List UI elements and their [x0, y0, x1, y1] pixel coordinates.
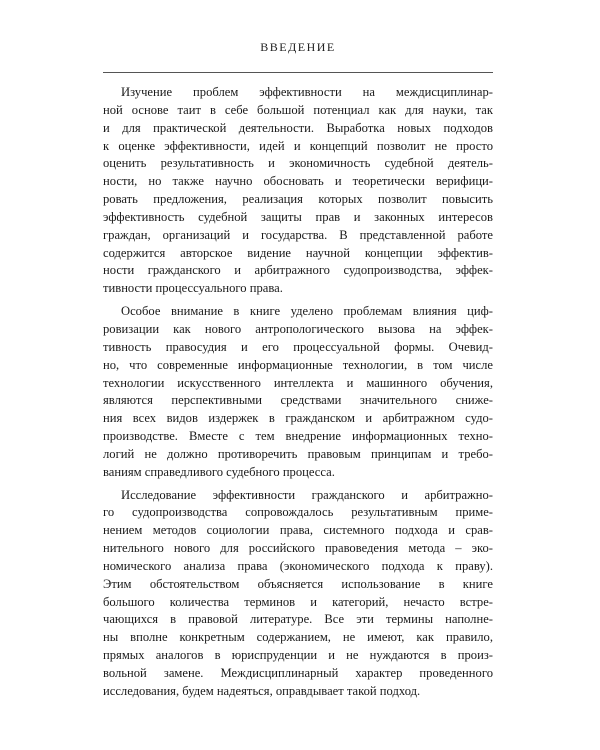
text-line: Этим обстоятельством объясняется использование в книге — [103, 576, 493, 591]
text-line: ваниям справедливого судебного процесса. — [103, 464, 335, 479]
paragraph — [103, 487, 493, 701]
text-line: нительного нового для российского правоведения метода – эко- — [103, 541, 493, 556]
text-line: технологии искусственного интеллекта и машинного обучения, — [103, 375, 493, 390]
text-line: производстве. Вместе с тем внедрение информационных техно- — [103, 429, 493, 444]
text-line: ния всех видов издержек в гражданском и арбитражном судо- — [103, 411, 493, 426]
text-line: Изучение проблем эффективности на междисциплинар- — [121, 85, 493, 99]
text-line: и для практической деятельности. Выработка новых подходов — [103, 120, 493, 135]
text-line: тивности процессуального права. — [103, 281, 283, 296]
text-line: исследования, будем надеяться, оправдывает такой подход. — [103, 683, 421, 698]
text-line: ны вполне конкретным содержанием, не имеют, как правило, — [103, 630, 493, 645]
text-line: логий не должно противоречить правовым принципам и требо- — [103, 446, 493, 461]
text-line: го судопроизводства сопровождалось результативным приме- — [103, 505, 493, 520]
text-line: нением методов социологии права, системного подхода и срав- — [103, 523, 493, 538]
text-line: тивность правосудия и его процессуальной формы. Очевид- — [103, 339, 493, 354]
text-line: номического анализа права (экономического подхода к праву). — [103, 558, 493, 573]
text-line: вольной замене. Междисциплинарный характер проведенного — [103, 666, 493, 680]
text-line: к оценке эффективности, идей и концепций позволит не просто — [103, 138, 493, 153]
text-line: Исследование эффективности гражданского и арбитражно- — [121, 487, 493, 502]
text-line: но, что современные информационные технологии, в том числе — [103, 357, 493, 372]
text-line: ной основе таит в себе большой потенциал как для науки, так — [103, 102, 493, 117]
text-line: прямых аналогов в юриспруденции и не нуждаются в произ- — [103, 648, 493, 663]
paragraph — [103, 303, 493, 481]
running-head: ВВЕДЕНИЕ — [260, 40, 336, 54]
text-line: ровать предложения, реализация которых позволит повысить — [103, 192, 493, 207]
text-line: ровизации как нового антропологического вызова на эффек- — [103, 321, 493, 336]
text-line: граждан, организаций и государства. В представленной работе — [103, 227, 493, 242]
paragraph — [103, 84, 493, 298]
text-line: Особое внимание в книге уделено проблемам влияния циф- — [121, 304, 493, 319]
text-line: являются перспективными средствами значительного сниже- — [103, 393, 493, 408]
text-line: чающихся в правовой литературе. Все эти термины наполне- — [103, 612, 493, 627]
text-line: содержится авторское видение научной концепции эффектив- — [103, 245, 493, 260]
text-line: большого количества терминов и категорий, нечасто встре- — [103, 594, 493, 609]
text-line: оценить результативность и экономичность судебной деятель- — [103, 156, 493, 171]
text-line: эффективность судебной защиты прав и законных интересов — [103, 209, 493, 224]
body-text — [103, 84, 493, 701]
text-line: ности, но также научно обосновать и теоретически верифици- — [103, 174, 493, 189]
text-line: ности гражданского и арбитражного судопроизводства, эффек- — [103, 263, 493, 278]
header-rule — [103, 72, 493, 73]
